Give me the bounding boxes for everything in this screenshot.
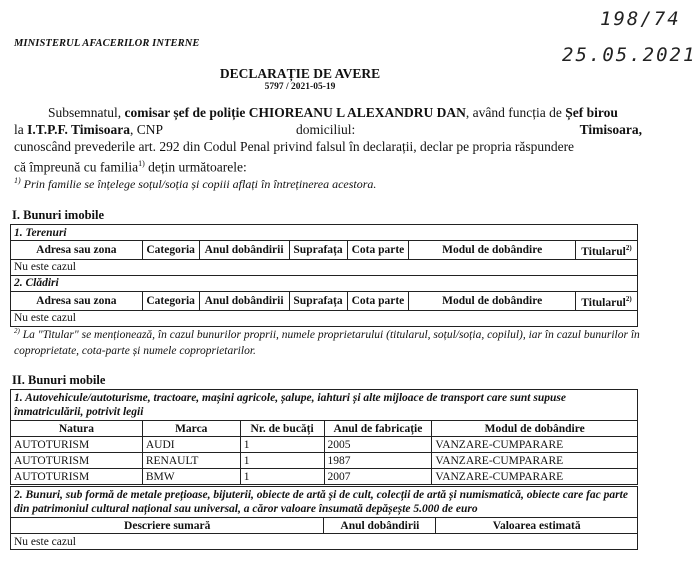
table-header-row bbox=[11, 241, 638, 260]
footnote-text: Prin familie se înțelege soțul/soția și copiii aflați în întreținerea acestora. bbox=[20, 177, 377, 191]
col-header-text: Titularul bbox=[581, 296, 626, 309]
vehicle-brand: AUDI bbox=[142, 437, 240, 453]
col-header bbox=[575, 291, 637, 310]
col-header: Categoria bbox=[142, 241, 199, 260]
statement-line-1 bbox=[48, 104, 618, 121]
statement-line-4 bbox=[14, 155, 247, 176]
vehicle-count: 1 bbox=[240, 453, 324, 469]
vehicle-acquisition: VANZARE-CUMPARARE bbox=[432, 469, 638, 485]
subsection-buildings: 2. Clădiri bbox=[11, 275, 638, 291]
footnote-marker: 1) bbox=[14, 176, 21, 185]
cnp-label: , CNP bbox=[130, 122, 164, 137]
col-header: Anul dobândirii bbox=[199, 291, 289, 310]
valuables-table bbox=[10, 486, 638, 550]
titular-footnote bbox=[14, 323, 642, 359]
document-title: DECLARAȚIE DE AVERE bbox=[219, 66, 381, 81]
col-header: Modul de dobândire bbox=[409, 291, 576, 310]
footnote-ref: 2) bbox=[625, 294, 632, 303]
col-header-text: Titularul bbox=[581, 245, 626, 258]
col-header: Modul de dobândire bbox=[432, 421, 638, 437]
footnote-text: La "Titular" se menționează, în cazul bunurilor proprii, numele proprietarului (titularul, soțul/soția, copilul), iar în cazul bunurilor în coproprietate, cota-parte și numele coproprietarilor. bbox=[14, 328, 640, 357]
declarant-role: Șef birou bbox=[565, 105, 618, 120]
footnote-marker: 2) bbox=[14, 327, 20, 335]
empty-row: Nu este cazul bbox=[11, 259, 638, 275]
statement-line-3: cunoscând prevederile art. 292 din Codul Penal privind falsul în declarații, declar pe propria răspundere bbox=[14, 139, 575, 154]
vehicle-count: 1 bbox=[240, 469, 324, 485]
vehicle-acquisition: VANZARE-CUMPARARE bbox=[432, 453, 638, 469]
subsection-vehicles: 1. Autovehicule/autoturisme, tractoare, mașini agricole, șalupe, iahturi și alte mijloace de transport care sunt supuse înmatriculării, potrivit legii bbox=[11, 390, 638, 421]
statement-line-2 bbox=[14, 121, 163, 138]
vehicles-table bbox=[10, 389, 638, 485]
vehicle-year: 2005 bbox=[324, 437, 432, 453]
col-header: Modul de dobândire bbox=[409, 241, 576, 260]
vehicle-acquisition: VANZARE-CUMPARARE bbox=[432, 437, 638, 453]
subsection-valuables: 2. Bunuri, sub formă de metale prețioase, bijuterii, obiecte de artă și de cult, colecții de artă și numismatică, obiecte care fac parte din patrimoniul cultural național sau universal, a căror valoare însumată depășește 5.000 de euro bbox=[11, 487, 638, 518]
section-movable-title: II. Bunuri mobile bbox=[12, 373, 106, 387]
domicile-label: domiciliul: bbox=[296, 122, 356, 137]
vehicle-brand: BMW bbox=[142, 469, 240, 485]
table-row bbox=[11, 437, 638, 453]
footnote-ref: 1) bbox=[138, 159, 145, 168]
statement-text: dețin următoarele: bbox=[144, 159, 247, 175]
col-header bbox=[575, 241, 637, 260]
immovable-table bbox=[10, 224, 638, 327]
col-header: Anul de fabricație bbox=[324, 421, 432, 437]
col-header: Adresa sau zona bbox=[11, 291, 143, 310]
col-header: Valoarea estimată bbox=[436, 518, 638, 534]
ministry-name: MINISTERUL AFACERILOR INTERNE bbox=[14, 38, 200, 49]
col-header: Adresa sau zona bbox=[11, 241, 143, 260]
col-header: Anul dobândirii bbox=[199, 241, 289, 260]
statement-text: că împreună cu familia bbox=[14, 159, 139, 175]
registration-number: 5797 / 2021-05-19 bbox=[264, 82, 336, 92]
handwritten-number: 198/74 bbox=[600, 8, 681, 30]
col-header: Anul dobândirii bbox=[324, 518, 436, 534]
table-row bbox=[11, 453, 638, 469]
col-header: Cota parte bbox=[347, 291, 409, 310]
vehicle-year: 1987 bbox=[324, 453, 432, 469]
col-header: Natura bbox=[11, 421, 143, 437]
col-header: Suprafața bbox=[289, 241, 347, 260]
col-header: Cota parte bbox=[347, 241, 409, 260]
table-header-row bbox=[11, 518, 638, 534]
statement-text: , având funcția de bbox=[465, 105, 566, 120]
table-row bbox=[11, 469, 638, 485]
statement-text: Subsemnatul, bbox=[48, 105, 125, 120]
declarant-rank: comisar șef de poliție bbox=[124, 105, 246, 120]
table-header-row bbox=[11, 291, 638, 310]
vehicle-type: AUTOTURISM bbox=[11, 469, 143, 485]
vehicle-type: AUTOTURISM bbox=[11, 437, 143, 453]
col-header: Categoria bbox=[142, 291, 199, 310]
col-header: Nr. de bucăți bbox=[240, 421, 324, 437]
declarant-institution: I.T.P.F. Timisoara bbox=[27, 122, 131, 137]
section-immovable-title: I. Bunuri imobile bbox=[12, 208, 105, 222]
empty-row: Nu este cazul bbox=[11, 310, 638, 326]
declarant-name: CHIOREANU L ALEXANDRU DAN bbox=[245, 105, 466, 120]
footnote-ref: 2) bbox=[625, 244, 632, 252]
vehicle-count: 1 bbox=[240, 437, 324, 453]
vehicle-type: AUTOTURISM bbox=[11, 453, 143, 469]
statement-text: la bbox=[14, 122, 28, 137]
handwritten-date: 25.05.2021 bbox=[562, 44, 697, 66]
col-header: Descriere sumară bbox=[11, 518, 324, 534]
family-footnote bbox=[14, 176, 376, 192]
col-header: Suprafața bbox=[289, 291, 347, 310]
domicile-city: Timisoara, bbox=[579, 122, 642, 137]
empty-row: Nu este cazul bbox=[11, 534, 638, 550]
vehicle-brand: RENAULT bbox=[142, 453, 240, 469]
subsection-land: 1. Terenuri bbox=[11, 225, 638, 241]
table-header-row bbox=[11, 421, 638, 437]
col-header: Marca bbox=[142, 421, 240, 437]
vehicle-year: 2007 bbox=[324, 469, 432, 485]
